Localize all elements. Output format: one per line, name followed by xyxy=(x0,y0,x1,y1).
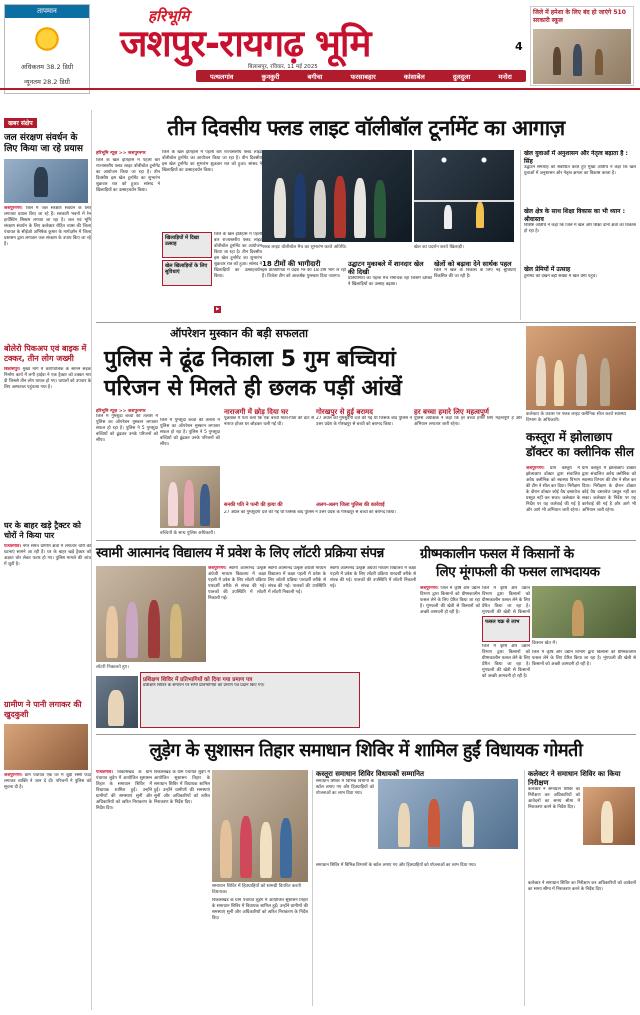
max-temp: अधिकतम 38.2 डिग्री xyxy=(20,63,74,71)
weather-label: तापमान xyxy=(5,5,89,18)
min-temp: न्यूनतम 28.2 डिग्री xyxy=(23,78,70,86)
camp-body-3: विकासखंड के ग्राम पंचायत लुड़ेग में आयोजित सुशासन तिहार के समाधान शिविर में विधायक शामिल हुईं। उन्होंने ग्रामीणों की समस्याएं सुनीं और अधिकारियों को त्वरित निराकरण के निर्देश दिए। xyxy=(212,898,308,921)
lead-headline: तीन दिवसीय फ्लड लाइट वॉलीबॉल टूर्नामेंट का आगाज़ xyxy=(167,116,565,140)
teaser-photo xyxy=(533,29,631,84)
camp-mid-body-2: समाधान शिविर में विभिन्न विभागों के स्टॉल लगाए गए और हितग्राहियों को योजनाओं का लाभ दिया गया। xyxy=(316,863,477,868)
rescue-sub1-head: नाराजगी में छोड़ दिया घर xyxy=(224,408,289,416)
lead-box-1-text: खिलाड़ियों में दिखा उत्साह xyxy=(165,235,200,247)
school-dateline: जशपुरनगर। xyxy=(208,566,227,571)
sidebar-body: जिले में जल संरक्षण संवर्धन के लिए लगातार प्रयास किए जा रहे हैं। सरकारी भवनों में रेन हार्वेस्टिंग सिस्टम लगाया जा रहा है। जल एवं भूमि संरक्षण संवर्धन के लिए कलेक्टर रोहित व्यास की जिला पंचायत के सीईओ अभिषेक कुमार के मार्गदर्शन में जिला प्रशासन द्वारा लगातार जल संरक्षण के उपाय किए जा रहे हैं। xyxy=(4,206,91,247)
school-photo-caption: लॉटरी निकालते हुए। xyxy=(96,665,129,670)
lead-sub2-body: प्रतियोगिता का पहला मैच रोमांचक रहा जिसमें दर्शकों ने खिलाड़ियों का उत्साह बढ़ाया। xyxy=(348,276,432,287)
farm-headline-1: ग्रीष्मकालीन फसल में किसानों के xyxy=(420,546,574,562)
rescue-note-body: 27 अप्रैल को गुमशुदगी दर्ज की गई थी जिसके बाद पुलिस ने उत्तर प्रदेश के गोरखपुर से बच्ची को बरामद किया। xyxy=(224,510,397,515)
rescue-sub1-body: पूछताछ में पता चला कि एक बच्ची माता-पिता की डांट से नाराज होकर घर छोड़कर चली गई थी। xyxy=(224,416,314,427)
camp-mid-body: समाधान शिविर में विभिन्न विभागों के स्टॉल लगाए गए और हितग्राहियों को योजनाओं का लाभ दिया गया। xyxy=(316,779,374,796)
clinic-headline: कस्तूरा में झोलाछाप डॉक्टर का क्लीनिक सील xyxy=(526,430,635,459)
rescue-red-note-2: अलग-अलग जिला पुलिस की कार्रवाई xyxy=(316,502,385,508)
farm-photo-caption: किसान खेत में। xyxy=(532,641,557,646)
lead-photo-2 xyxy=(414,150,514,242)
lead-body-cont: जिले के खेल इतिहास में पहली बार राज्यस्तरीय फ्लड लाइट वॉलीबॉल टूर्नामेंट का आयोजन किया जा रहा है। तीन दिवसीय इस खेल टूर्नामेंट का शुभारंभ शुक्रवार रात को हुआ। सांसद ने खिलाड़ियों का उत्साहवर्धन किया। xyxy=(162,150,262,173)
locations-bar xyxy=(196,70,526,82)
sun-icon xyxy=(32,24,62,54)
school-body-3: स्वामी आत्मानंद उत्कृष्ट अंग्रेजी माध्यम विद्यालय में कक्षा पहली में प्रवेश के लिए लॉटरी प्रक्रिया पारदर्शी तरीके से संपन्न की गई। पालकों की उपस्थिति में लॉटरी निकाली गई। xyxy=(330,566,416,589)
lead-caption-1: फ्लड लाइट वॉलीबॉल मैच का शुभारंभ करते अतिथि। xyxy=(262,245,347,250)
page-number: 4 xyxy=(515,40,523,53)
lead-byline: हरिभूमि न्यूज़ >> जशपुरनगर xyxy=(96,151,146,156)
rescue-sub3-body: पुलिस अधीक्षक ने कहा कि हर बच्चा हमारे लिए महत्वपूर्ण है और अभियान लगातार जारी रहेगा। xyxy=(414,416,522,427)
right-head-3: खेल प्रेमियों में उत्साह xyxy=(524,266,571,273)
location-item: बगीचा xyxy=(307,72,323,81)
camp-body: विकासखंड के ग्राम पंचायत लुड़ेग में आयोजित सुशासन तिहार के समाधान शिविर में विधायक शामिल हुईं। उन्होंने ग्रामीणों की समस्याएं सुनीं और अधिकारियों को त्वरित निराकरण के निर्देश दिए। xyxy=(96,770,152,811)
sidebar-dateline: पत्थलगांव। xyxy=(4,544,22,549)
location-item: पत्थलगांव xyxy=(210,72,234,81)
camp-photo-caption: समाधान शिविर में हितग्राहियों को सामग्री वितरित करती विधायक। xyxy=(212,884,301,895)
rescue-body-2: जिले में गुमशुदा बच्चों की तलाश में पुलिस का ऑपरेशन मुस्कान लगातार सफल हो रहा है। पुलिस ने 5 गुमशुदा बच्चियों को ढूंढकर उनके परिजनों को सौंपा। xyxy=(160,418,220,447)
brand-logo: हरिभूमि xyxy=(148,7,190,25)
location-item: मनोरा xyxy=(498,72,512,81)
lead-caption-2: खेल का प्रदर्शन करते खिलाड़ी। xyxy=(414,245,464,250)
lead-sub3-head: खेलों को बढ़ावा देने सार्थक पहल xyxy=(434,260,512,268)
rescue-sub2-body: 27 अप्रैल को गुमशुदगी दर्ज की गई थी जिसके बाद पुलिस ने उत्तर प्रदेश के गोरखपुर से बच्ची को बरामद किया। xyxy=(316,416,412,427)
sidebar-body: मुख्य मार्ग में कार्यपालिक के सामने सड़क निर्माण कार्य में लगी हाईवा ने एक ट्रैक्टर को टक्कर मार दी जिससे तीन लोग घायल हो गए। घायलों को उपचार के लिए अस्पताल पहुंचाया गया है। xyxy=(4,367,91,390)
location-item: कुनकुरी xyxy=(261,72,280,81)
lead-box-2-text: खेल खिलाड़ियों के लिए सुविधाएं xyxy=(165,263,208,275)
camp-photo xyxy=(212,770,308,882)
farm-box-text: फसल चक्र से लाभ xyxy=(485,619,520,625)
camp-right-body: कलेक्टर ने समाधान शिविर का निरीक्षण कर अधिकारियों को आवेदनों का समय सीमा में निराकरण करने के निर्देश दिए। xyxy=(528,787,580,810)
rescue-photo-caption: बच्चियों के साथ पुलिस अधिकारी। xyxy=(160,531,215,536)
right-body-1: उद्घाटन समारोह को संबोधित करते हुए मुख्य अतिथि ने कहा कि खेल युवाओं में अनुशासन और नेतृत्व क्षमता का विकास करता है। xyxy=(524,165,636,176)
sidebar-dateline: जशपुरनगर। xyxy=(4,773,23,778)
sidebar-label: खबर संक्षेप xyxy=(4,118,37,128)
sidebar-photo xyxy=(4,159,88,203)
school-body-2: स्वामी आत्मानंद उत्कृष्ट अंग्रेजी माध्यम विद्यालय में कक्षा पहली में प्रवेश के लिए लॉटरी प्रक्रिया पारदर्शी तरीके से संपन्न की गई। पालकों की उपस्थिति में लॉटरी निकाली गई। xyxy=(268,566,326,595)
location-item: कांसाबेल xyxy=(403,72,425,81)
camp-right-body-2: कलेक्टर ने समाधान शिविर का निरीक्षण कर अधिकारियों को आवेदनों का समय सीमा में निराकरण करने के निर्देश दिए। xyxy=(528,881,636,892)
photo-tag: ▶ xyxy=(216,307,220,312)
sidebar-body: ग्राम पंचायत एक घर में जुड़ी रस्सी फंदा लगाकर व्यक्ति ने जान दे दी। परिजनों ने पुलिस को सूचना दी है। xyxy=(4,773,91,790)
farm-body-3: जिले में कृषि और उद्यान विभाग द्वारा किसानों को ग्रीष्मकालीन फसल लेने के लिए प्रेरित किया जा रहा है। मूंगफली की खेती से किसानों को अच्छी आमदनी हो रही है। xyxy=(482,644,530,679)
clinic-dateline: जशपुरनगर। xyxy=(526,466,545,471)
farm-body: जिले में कृषि और उद्यान विभाग द्वारा किसानों को ग्रीष्मकालीन फसल लेने के लिए प्रेरित किया जा रहा है। मूंगफली की खेती से किसानों को अच्छी आमदनी हो रही है। xyxy=(420,586,480,615)
lead-sub1-head: 18 टीमों की भागीदारी xyxy=(262,260,321,268)
rescue-headline-1: पुलिस ने ढूंढ निकाला 5 गुम बच्चियां xyxy=(104,347,396,372)
school-box-photo xyxy=(96,676,138,728)
lead-photo-1 xyxy=(262,150,412,242)
right-body-3: टूर्नामेंट को देखने बड़ी संख्या में खेल प्रेमी पहुंचे। xyxy=(524,273,598,279)
clinic-body: ग्राम कस्तूरा में झोलाछाप डॉक्टर द्वारा संचालित अवैध क्लीनिक को स्वास्थ्य विभाग की टीम ने सील कर दिया। निरीक्षण के दौरान डॉक्टर कोई वैध दस्तावेज प्रस्तुत नहीं कर सका। कलेक्टर के निर्देश पर यह कार्रवाई की गई है और आगे भी अभियान जारी रहेगा। xyxy=(526,466,580,513)
camp-dateline: पत्थलगांव। xyxy=(96,770,114,775)
camp-mid-head: कस्तूरा समाधान शिविर विधायकों सम्मानित xyxy=(316,770,424,778)
school-box-body: प्रशिक्षण शिविर के समापन पर सभी प्रतिभागियों को प्रमाण पत्र प्रदान किए गए। xyxy=(143,683,265,688)
lead-body: जिले के खेल इतिहास में पहली बार राज्यस्तरीय फ्लड लाइट वॉलीबॉल टूर्नामेंट का आयोजन किया जा रहा है। तीन दिवसीय इस खेल टूर्नामेंट का शुभारंभ शुक्रवार रात को हुआ। सांसद ने खिलाड़ियों का उत्साहवर्धन किया। xyxy=(96,158,160,193)
camp-headline: लुड़ेग के सुशासन तिहार समाधान शिविर में शामिल हुईं विधायक गोमती xyxy=(149,740,583,761)
school-body: स्वामी आत्मानंद उत्कृष्ट अंग्रेजी माध्यम विद्यालय में कक्षा पहली में प्रवेश के लिए लॉटरी प्रक्रिया पारदर्शी तरीके से संपन्न की गई। पालकों की उपस्थिति में लॉटरी निकाली गई। xyxy=(208,566,266,601)
school-box xyxy=(140,672,360,728)
farm-body-4: जिले में कृषि और उद्यान विभाग द्वारा किसानों को ग्रीष्मकालीन फसल लेने के लिए प्रेरित किया जा रहा है। मूंगफली की खेती से किसानों को अच्छी आमदनी हो रही है। xyxy=(532,650,636,667)
dateline: बिलासपुर, रविवार, 11 मई 2025 xyxy=(248,64,318,70)
right-head-2: खेल क्षेत्र के साथ शिक्षा विकास का भी ध्यान : श्रीवास्तव xyxy=(524,208,625,223)
sidebar-headline: बोलेरो पिकअप एवं बाइक में टक्कर, तीन लोग जख्मी xyxy=(4,344,87,363)
right-head-1: खेल युवाओं में अनुशासन और नेतृत्व बढ़ाता है : सिंह xyxy=(524,150,628,165)
rescue-right-photo xyxy=(526,326,636,410)
rescue-headline-2: परिजन से मिलते ही छलक पड़ीं आंखें xyxy=(104,376,402,401)
sidebar xyxy=(4,110,92,1010)
sidebar-headline: जल संरक्षण संवर्धन के लिए किया जा रहे प्रयास xyxy=(4,133,83,154)
clinic-body-2: ग्राम कस्तूरा में झोलाछाप डॉक्टर द्वारा संचालित अवैध क्लीनिक को स्वास्थ्य विभाग की टीम ने सील कर दिया। निरीक्षण के दौरान डॉक्टर कोई वैध दस्तावेज प्रस्तुत नहीं कर सका। कलेक्टर के निर्देश पर यह कार्रवाई की गई है और आगे भी अभियान जारी रहेगा। xyxy=(582,466,636,513)
sidebar-dateline: जशपुरनगर। xyxy=(4,206,23,211)
lead-sub2-head: उद्घाटन मुकाबले में शानदार खेल की दिखी xyxy=(348,260,424,276)
sidebar-dateline: बिलासपुर। xyxy=(4,367,21,372)
rescue-sub2-head: गोरखपुर से हुई बरामद xyxy=(316,408,373,416)
lead-sub1-body: इस प्रतियोगिता में प्रदेश भर की 18 टीमें भाग ले रही हैं। विजेता टीम को आकर्षक पुरस्कार दिया जाएगा। xyxy=(262,268,346,279)
camp-body-2: विकासखंड के ग्राम पंचायत लुड़ेग में आयोजित सुशासन तिहार के समाधान शिविर में विधायक शामिल हुईं। उन्होंने ग्रामीणों की समस्याएं सुनीं और अधिकारियों को त्वरित निराकरण के निर्देश दिए। xyxy=(154,770,210,805)
camp-right-head: कलेक्टर ने समाधान शिविर का किया निरीक्षण xyxy=(528,770,621,787)
lead-body-col3: जिले के खेल इतिहास में पहली बार राज्यस्तरीय फ्लड लाइट वॉलीबॉल टूर्नामेंट का आयोजन किया जा रहा है। तीन दिवसीय इस खेल टूर्नामेंट का शुभारंभ शुक्रवार रात को हुआ। सांसद ने खिलाड़ियों का उत्साहवर्धन किया। xyxy=(214,232,262,279)
school-box-head: प्रशिक्षण शिविर में प्रतिभागियों को दिया गया प्रमाण पत्र xyxy=(143,677,253,683)
lead-box-1 xyxy=(162,232,212,258)
rescue-photo xyxy=(160,466,220,528)
farm-body-2: जिले में कृषि और उद्यान विभाग द्वारा किसानों को ग्रीष्मकालीन फसल लेने के लिए प्रेरित किया जा रहा है। मूंगफली की खेती से किसानों xyxy=(482,586,530,614)
location-item: फरसाबहार xyxy=(350,72,376,81)
rescue-kicker: ऑपरेशन मुस्कान की बड़ी सफलता xyxy=(170,327,308,340)
rescue-sub3-head: हर बच्चा हमारे लिए महत्वपूर्ण xyxy=(414,408,489,416)
location-item: दुलदुला xyxy=(452,72,471,81)
sidebar-photo-2 xyxy=(4,724,88,770)
rescue-byline: हरिभूमि न्यूज़ >> जशपुरनगर xyxy=(96,409,146,414)
farm-dateline: जशपुरनगर। xyxy=(420,586,439,591)
sidebar-headline: घर के बाहर खड़े ट्रैक्टर को चोरों ने किया पार xyxy=(4,521,81,540)
sidebar-headline: ग्रामीण ने पानी लगाकर की खुदकुशी xyxy=(4,700,82,719)
lead-sub3-body: जिले में खेल के विकास के लिए नई सुविधाएं विकसित की जा रही हैं। xyxy=(434,268,516,279)
masthead-title: जशपुर-रायगढ़ भूमि xyxy=(120,22,371,65)
school-headline: स्वामी आत्मानंद विद्यालय में प्रवेश के लिए लॉटरी प्रक्रिया संपन्न xyxy=(96,545,384,561)
school-photo xyxy=(96,566,206,662)
weather-box xyxy=(4,4,90,94)
camp-right-photo xyxy=(583,787,635,845)
sidebar-body: नगर समेत ग्रामीण क्षेत्रों में लगातार चोरी की घटनाएं सामने आ रही हैं। घर के बाहर खड़े ट्रैक्टर को अज्ञात चोर लेकर फरार हो गए। पुलिस मामले की जांच में जुटी है। xyxy=(4,544,91,567)
camp-mid-photo xyxy=(378,779,518,849)
farm-box xyxy=(482,616,530,642)
rescue-right-caption: कलेक्टर के प्रवास पर फ्लड लाइट क्लीनिक सील करते स्वास्थ्य विभाग के अधिकारी। xyxy=(526,412,627,423)
right-body-2: विशिष्ट अतिथि ने कहा कि जिले में खेल और शिक्षा दोनों क्षेत्रों का विकास हो रहा है। xyxy=(524,223,636,234)
farm-photo xyxy=(532,586,636,638)
teaser-headline: जिले में हमेशा के लिए बंद हो जाएंगे 510 सरकारी स्कूल xyxy=(533,9,626,24)
lead-box-2 xyxy=(162,260,212,286)
rescue-red-note-1: सनकी पति ने पत्नी की हत्या की xyxy=(224,502,283,508)
rescue-body: जिले में गुमशुदा बच्चों की तलाश में पुलिस का ऑपरेशन मुस्कान लगातार सफल हो रहा है। पुलिस ने 5 गुमशुदा बच्चियों को ढूंढकर उनके परिजनों को सौंपा। xyxy=(96,414,158,443)
farm-headline-2: लिए मूंगफली की फसल लाभदायक xyxy=(436,564,600,580)
teaser-box xyxy=(530,6,634,86)
